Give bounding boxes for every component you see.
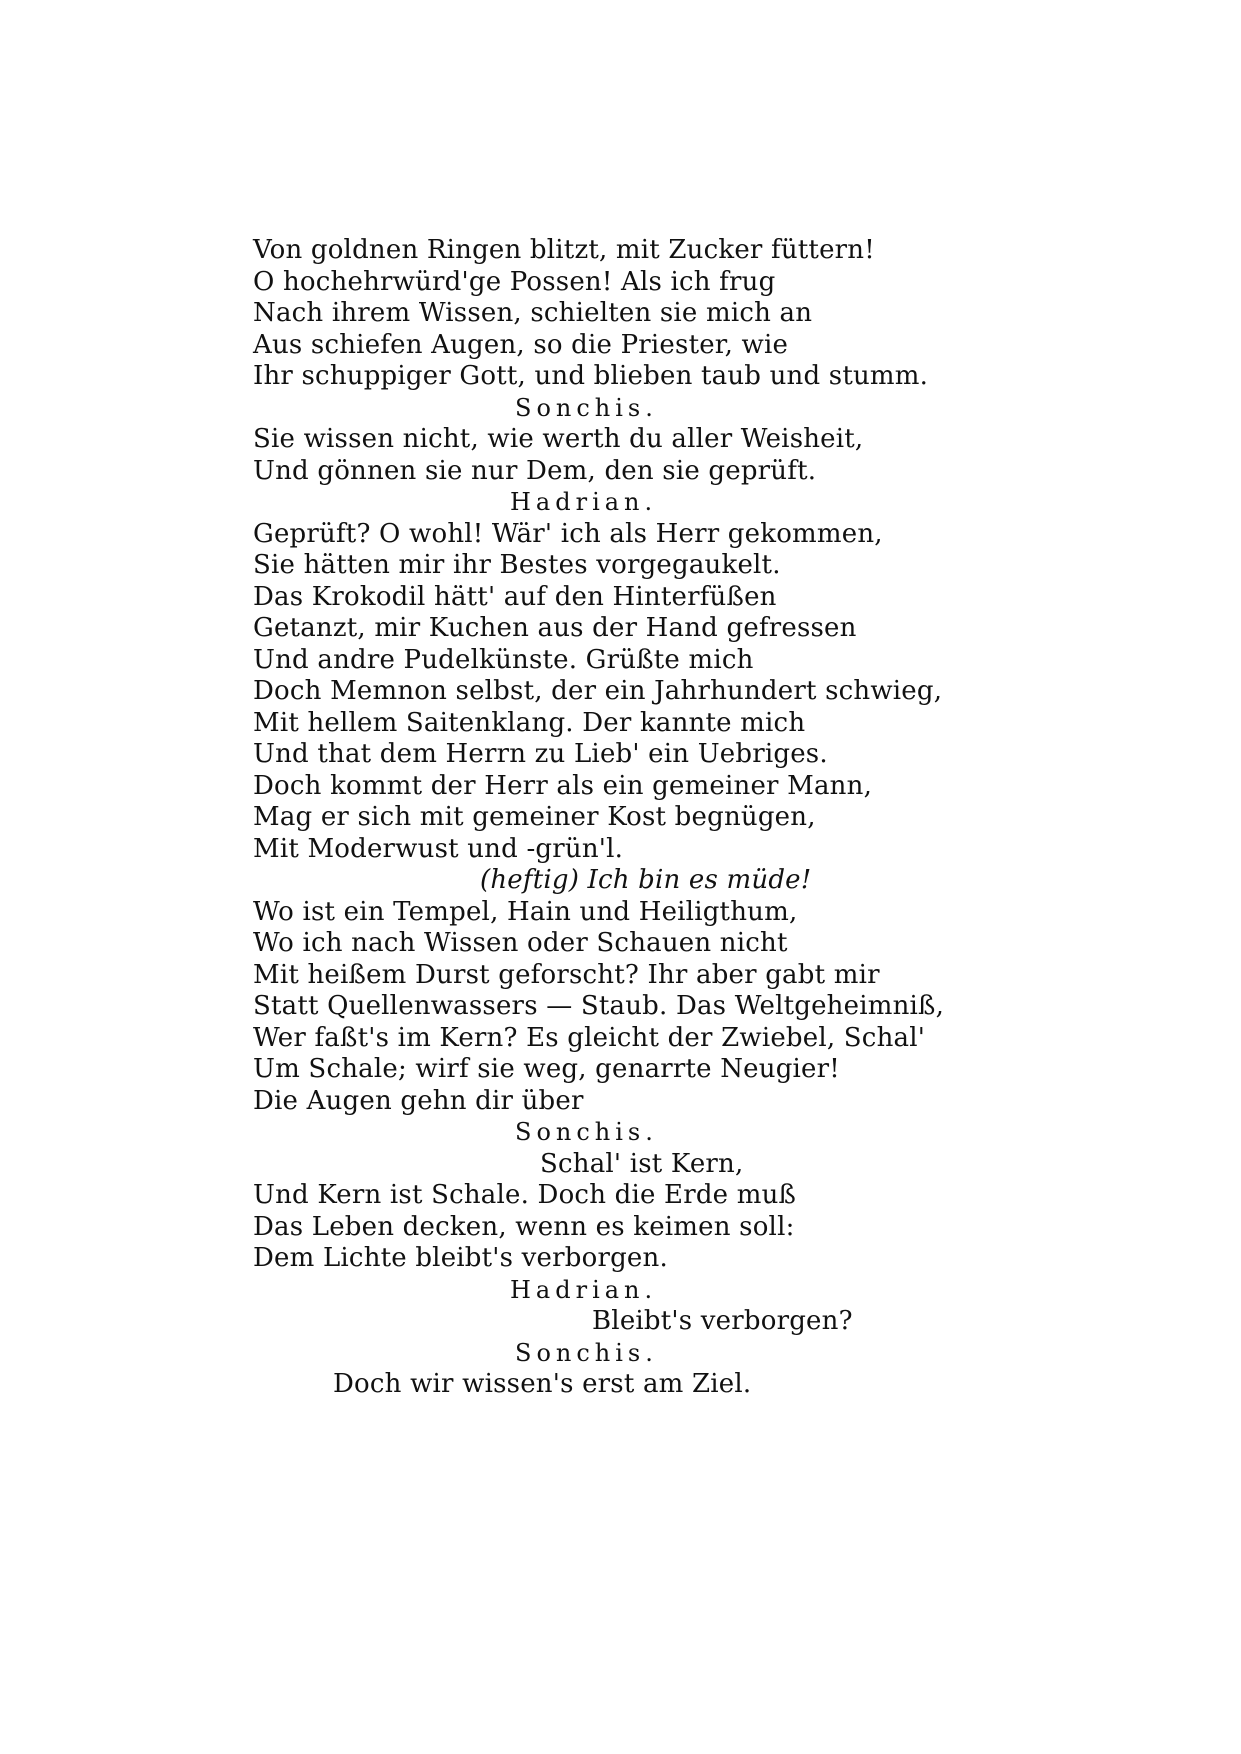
verse-line: Und that dem Herrn zu Lieb' ein Uebriges. (253, 739, 828, 769)
verse-line: Und gönnen sie nur Dem, den sie geprüft. (253, 456, 817, 486)
verse-line: Mit heißem Durst geforscht? Ihr aber gabt mir (253, 960, 880, 990)
speaker-name: Sonchis. (515, 1118, 658, 1146)
verse-line: Geprüft? O wohl! Wär' ich als Herr gekommen, (253, 519, 883, 549)
verse-line: Doch kommt der Herr als ein gemeiner Mann, (253, 771, 873, 801)
verse-line: Bleibt's verborgen? (592, 1306, 853, 1336)
verse-line: Wo ist ein Tempel, Hain und Heiligthum, (253, 897, 798, 927)
verse-line: Schal' ist Kern, (540, 1149, 744, 1179)
verse-line: Nach ihrem Wissen, schielten sie mich an (253, 298, 813, 328)
verse-line: Und Kern ist Schale. Doch die Erde muß (253, 1180, 797, 1210)
verse-line: Das Leben decken, wenn es keimen soll: (253, 1212, 795, 1242)
verse-line: Und andre Pudelkünste. Grüßte mich (253, 645, 754, 675)
stage-direction: (heftig) Ich bin es müde! (480, 865, 812, 895)
verse-line: Das Krokodil hätt' auf den Hinterfüßen (253, 582, 777, 612)
verse-line: Die Augen gehn dir über (253, 1086, 584, 1116)
verse-line: Wer faßt's im Kern? Es gleicht der Zwiebel, Schal' (253, 1023, 926, 1053)
speaker-name: Hadrian. (510, 488, 658, 516)
verse-line: Getanzt, mir Kuchen aus der Hand gefressen (253, 613, 857, 643)
verse-line: Ihr schuppiger Gott, und blieben taub und stumm. (253, 361, 929, 391)
verse-line: Wo ich nach Wissen oder Schauen nicht (253, 928, 788, 958)
verse-line: Sie wissen nicht, wie werth du aller Weisheit, (253, 424, 864, 454)
verse-line: Statt Quellenwassers — Staub. Das Weltgeheimniß, (253, 991, 945, 1021)
speaker-name: Hadrian. (510, 1276, 658, 1304)
verse-line: Um Schale; wirf sie weg, genarrte Neugier! (253, 1054, 840, 1084)
verse-line: Von goldnen Ringen blitzt, mit Zucker füttern! (253, 235, 875, 265)
verse-line: O hochehrwürd'ge Possen! Als ich frug (253, 267, 776, 297)
speaker-name: Sonchis. (515, 1339, 658, 1367)
verse-line: Aus schiefen Augen, so die Priester, wie (253, 330, 789, 360)
verse-line: Mit hellem Saitenklang. Der kannte mich (253, 708, 806, 738)
speaker-name: Sonchis. (515, 394, 658, 422)
verse-line: Doch Memnon selbst, der ein Jahrhundert schwieg, (253, 676, 943, 706)
verse-line: Dem Lichte bleibt's verborgen. (253, 1243, 668, 1273)
verse-line: Doch wir wissen's erst am Ziel. (333, 1369, 752, 1399)
verse-line: Sie hätten mir ihr Bestes vorgegaukelt. (253, 550, 781, 580)
verse-line: Mit Moderwust und -grün'l. (253, 834, 624, 864)
verse-line: Mag er sich mit gemeiner Kost begnügen, (253, 802, 816, 832)
